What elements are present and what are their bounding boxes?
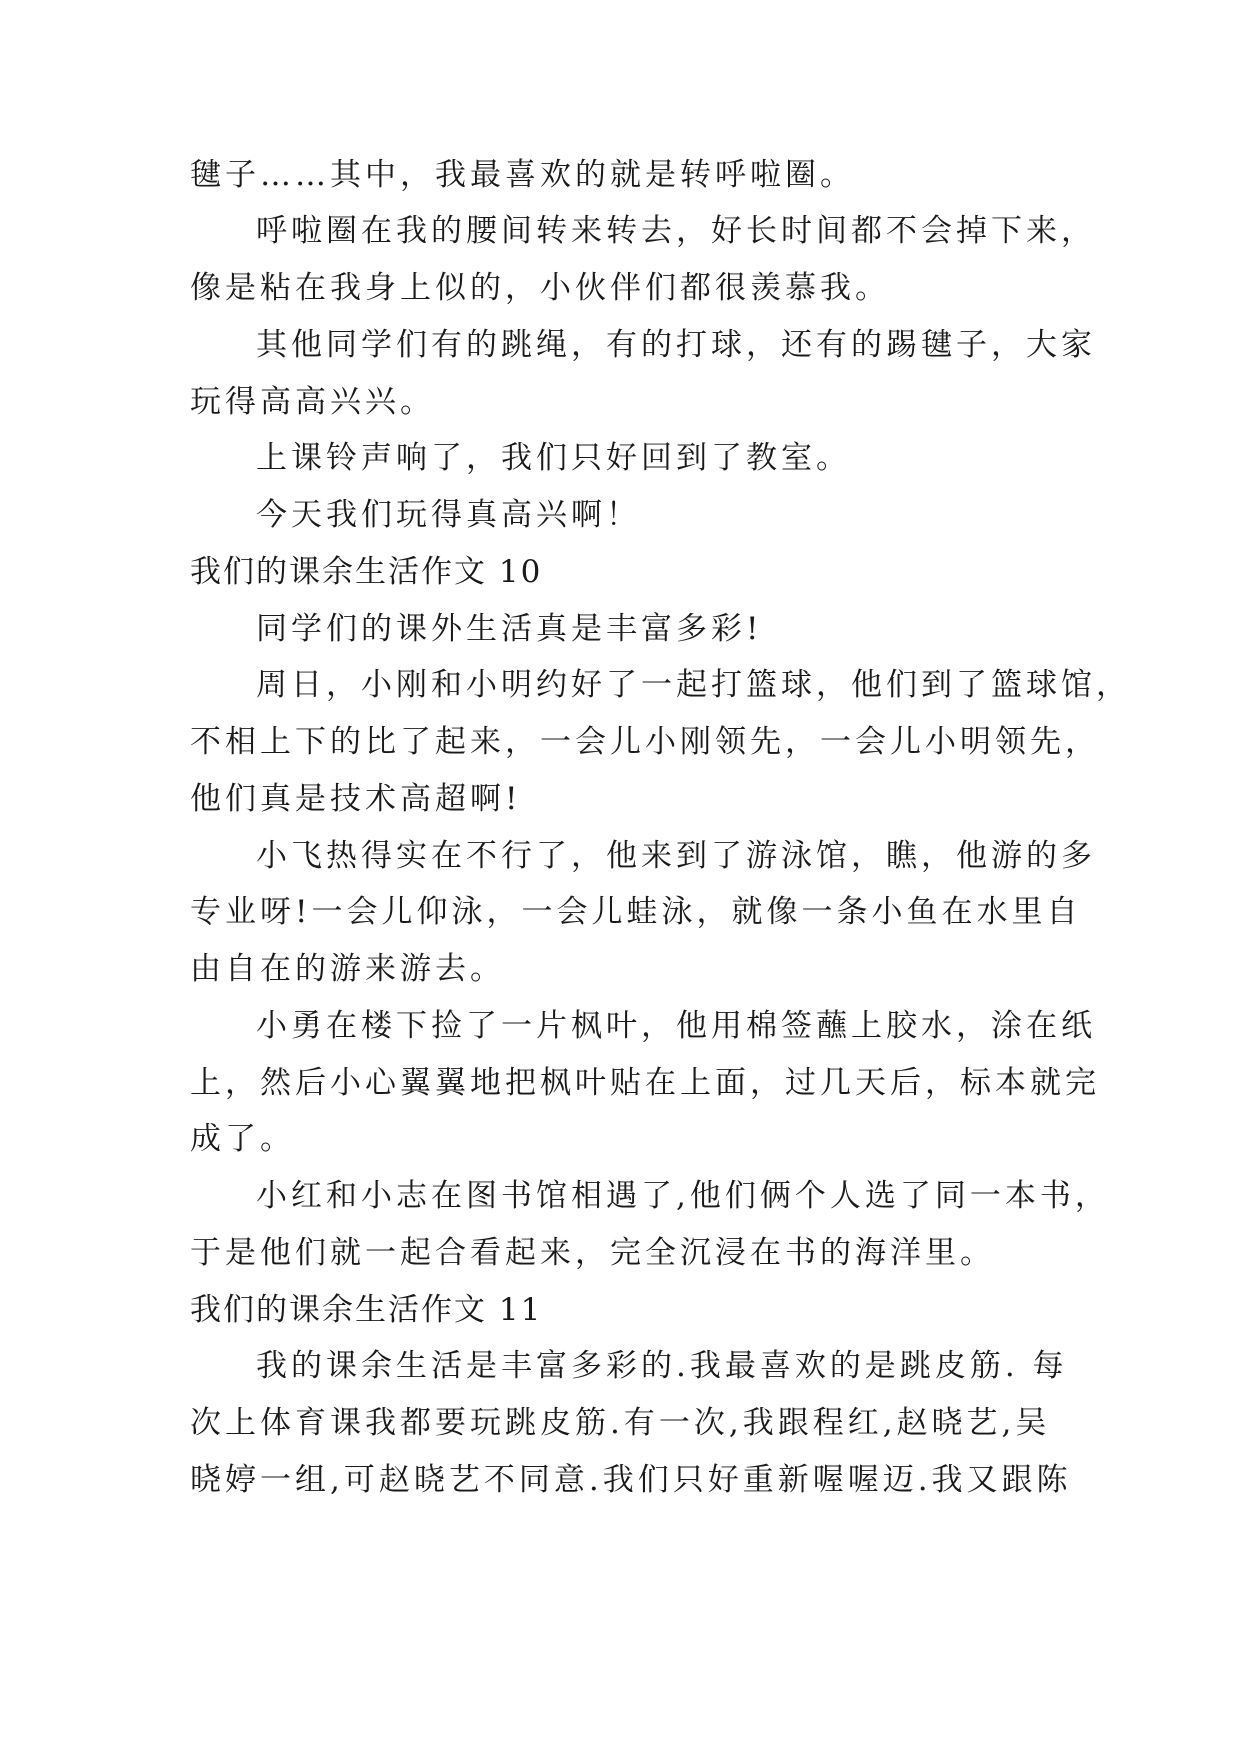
paragraph-line: 我的课余生活是丰富多彩的.我最喜欢的是跳皮筋. 每: [256, 1348, 1068, 1384]
paragraph-line: 小勇在楼下捡了一片枫叶，他用棉签蘸上胶水，涂在纸: [256, 1008, 1096, 1044]
paragraph-line: 其他同学们有的跳绳，有的打球，还有的踢毽子，大家: [256, 327, 1096, 363]
paragraph-line: 上课铃声响了，我们只好回到了教室。: [256, 440, 851, 476]
paragraph-line: 今天我们玩得真高兴啊！: [256, 497, 641, 533]
text-line: 次上体育课我都要玩跳皮筋.有一次,我跟程红,赵晓艺,吴: [190, 1405, 1051, 1441]
text-line: 上，然后小心翼翼地把枫叶贴在上面，过几天后，标本就完: [190, 1065, 1100, 1101]
text-line: 玩得高高兴兴。: [190, 384, 435, 420]
text-line: 专业呀!一会儿仰泳，一会儿蛙泳，就像一条小鱼在水里自: [190, 894, 1082, 930]
text-line: 不相上下的比了起来，一会儿小刚领先，一会儿小明领先，: [190, 724, 1100, 760]
paragraph-line: 小红和小志在图书馆相遇了,他们俩个人选了同一本书，: [256, 1178, 1110, 1214]
text-line: 他们真是技术高超啊!: [190, 781, 522, 817]
paragraph-line: 呼啦圈在我的腰间转来转去，好长时间都不会掉下来，: [256, 213, 1096, 249]
paragraph-line: 周日，小刚和小明约好了一起打篮球，他们到了篮球馆，: [256, 667, 1131, 703]
paragraph-line: 小飞热得实在不行了，他来到了游泳馆，瞧，他游的多: [256, 838, 1096, 874]
text-line: 毽子……其中，我最喜欢的就是转呼啦圈。: [190, 157, 855, 193]
section-heading: 我们的课余生活作文 11: [190, 1292, 543, 1328]
text-line: 由自在的游来游去。: [190, 951, 505, 987]
paragraph-line: 同学们的课外生活真是丰富多彩!: [256, 611, 763, 647]
text-line: 晓婷一组,可赵晓艺不同意.我们只好重新喔喔迈.我又跟陈: [190, 1462, 1072, 1498]
text-line: 成了。: [190, 1121, 295, 1157]
text-line: 于是他们就一起合看起来，完全沉浸在书的海洋里。: [190, 1235, 995, 1271]
text-line: 像是粘在我身上似的，小伙伴们都很羡慕我。: [190, 270, 890, 306]
section-heading: 我们的课余生活作文 10: [190, 554, 543, 590]
